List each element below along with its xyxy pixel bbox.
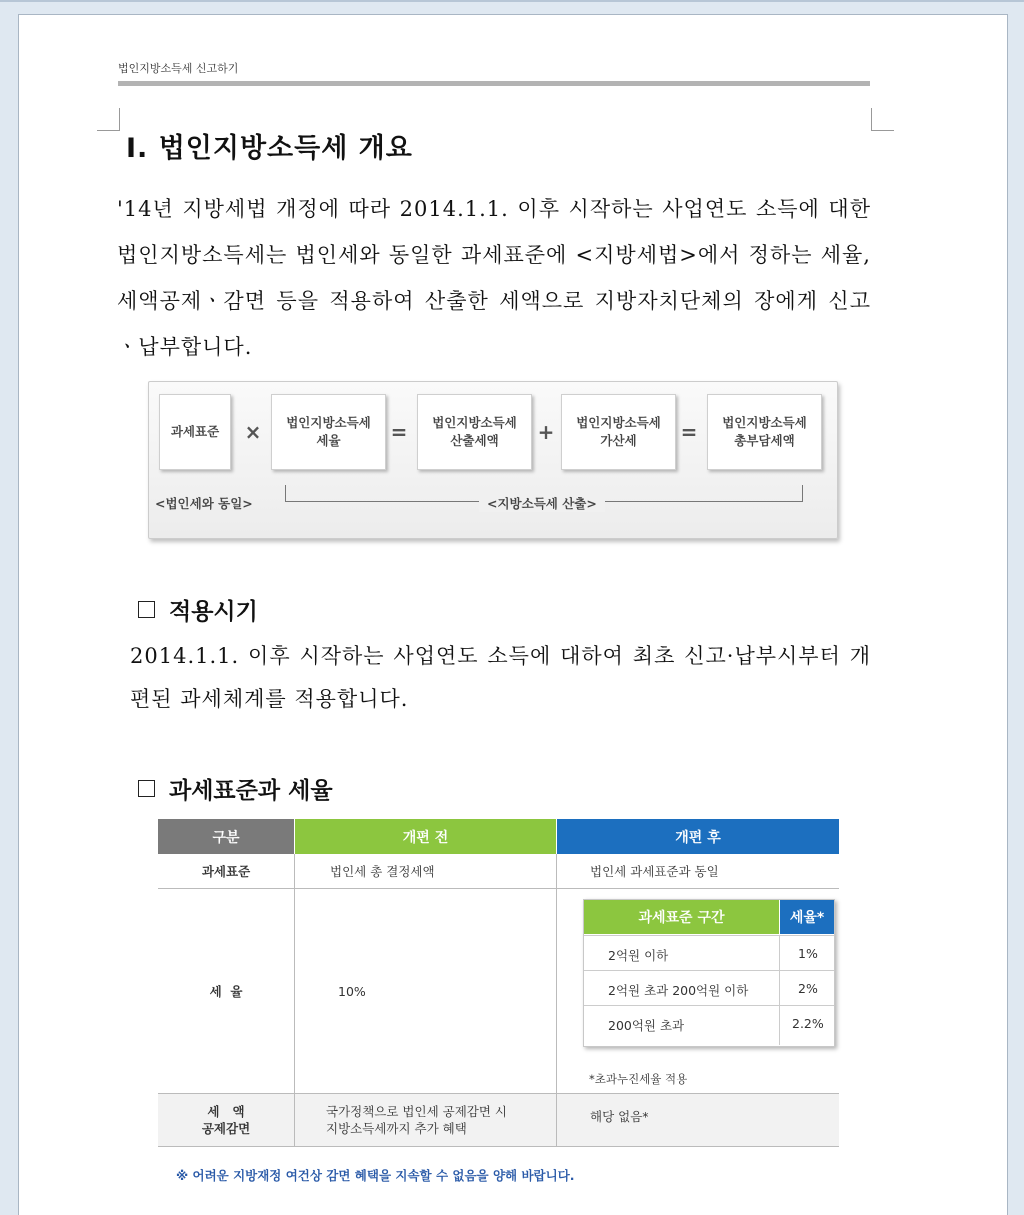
- bracket-rate: 2%: [798, 981, 818, 996]
- section-title: Ⅰ. 법인지방소득세 개요: [126, 133, 413, 164]
- credit-before-line1: 국가정책으로 법인세 공제감면 시: [326, 1104, 507, 1119]
- calculation-bracket-label: <지방소득세 산출>: [479, 494, 605, 512]
- reduction-note: ※ 어려운 지방재정 여건상 감면 혜택을 지속할 수 없음을 양해 바랍니다.: [176, 1168, 575, 1183]
- credit-before: [326, 1094, 507, 1146]
- table-divider-2: [556, 854, 557, 1146]
- formula-box-tax-base: 과세표준: [159, 394, 231, 470]
- equals-operator: =: [390, 420, 408, 444]
- timing-heading-text: 적용시기: [169, 599, 258, 625]
- margin-corner-left: [97, 108, 120, 131]
- formula-box-rate: 법인지방소득세 세율: [271, 394, 386, 470]
- equals-operator-2: =: [680, 420, 698, 444]
- rates-heading: [138, 772, 333, 805]
- timing-paragraph: 2014.1.1. 이후 시작하는 사업연도 소득에 대하여 최초 신고·납부시부터 개편된 과세체계를 적용합니다.: [130, 644, 871, 711]
- tax-base-after: 법인세 과세표준과 동일: [590, 864, 719, 879]
- bracket-row: [584, 1005, 834, 1041]
- credit-after: 해당 없음*: [590, 1109, 649, 1124]
- header-rule: [118, 81, 870, 86]
- plus-operator: +: [537, 420, 555, 444]
- formula-box-penalty-tax: 법인지방소득세 가산세: [561, 394, 676, 470]
- header-category: 구분: [158, 819, 294, 854]
- rates-heading-text: 과세표준과 세율: [169, 778, 333, 804]
- bracket-range: 2억원 이하: [608, 948, 669, 963]
- formula-box-calculated-tax: 법인지방소득세 산출세액: [417, 394, 532, 470]
- header-after-reform: 개편 후: [557, 819, 839, 854]
- margin-corner-right: [871, 108, 894, 131]
- running-header: 법인지방소득세 신고하기: [118, 62, 239, 75]
- bracket-divider: [779, 935, 780, 1045]
- credit-before-line2: 지방소득세까지 추가 혜택: [326, 1121, 467, 1136]
- formula-diagram: [148, 381, 838, 539]
- tax-base-before: 법인세 총 결정세액: [330, 864, 435, 879]
- intro-paragraph: '14년 지방세법 개정에 따라 2014.1.1. 이후 시작하는 사업연도 소득에 대한 법인지방소득세는 법인세와 동일한 과세표준에 <지방세법>에서 정하는 세율, 세액공제ㆍ감면 등을 적용하여 산출한 세액으로 지방자치단체의 장에게 신고ㆍ납부합니다.: [117, 197, 871, 359]
- table-divider-1: [294, 854, 295, 1146]
- bracket-range: 200억원 초과: [608, 1018, 685, 1033]
- rate-bracket-table: [583, 899, 835, 1047]
- credit-label-line1: 세 액: [207, 1104, 245, 1119]
- checkbox-square-icon-2: [138, 780, 155, 797]
- row-label-credit: [158, 1094, 294, 1146]
- bracket-header-rate: 세율*: [780, 900, 834, 934]
- header-before-reform: 개편 전: [295, 819, 556, 854]
- bracket-range: 2억원 초과 200억원 이하: [608, 983, 749, 998]
- same-as-corporate-tax-label: <법인세와 동일>: [155, 496, 253, 511]
- checkbox-square-icon: [138, 601, 155, 618]
- row-label-rate: 세 율: [209, 984, 243, 999]
- bracket-footnote: *초과누진세율 적용: [589, 1072, 688, 1086]
- window-top-border: [0, 0, 1024, 2]
- table-row-credit: [158, 1094, 839, 1147]
- rate-before: 10%: [338, 983, 366, 999]
- credit-label-line2: 공제감면: [201, 1121, 251, 1136]
- bracket-header-range: 과세표준 구간: [584, 900, 779, 934]
- bracket-rate: 1%: [798, 946, 818, 961]
- rate-comparison-table: [158, 819, 839, 1149]
- bracket-rate: 2.2%: [792, 1016, 824, 1031]
- table-row-tax-base: [158, 854, 839, 889]
- bracket-row: [584, 970, 834, 1006]
- bracket-row: [584, 935, 834, 971]
- row-label-tax-base: 과세표준: [201, 864, 251, 879]
- formula-box-total-tax: 법인지방소득세 총부담세액: [707, 394, 822, 470]
- multiply-operator: ×: [244, 420, 262, 444]
- timing-heading: [138, 593, 258, 626]
